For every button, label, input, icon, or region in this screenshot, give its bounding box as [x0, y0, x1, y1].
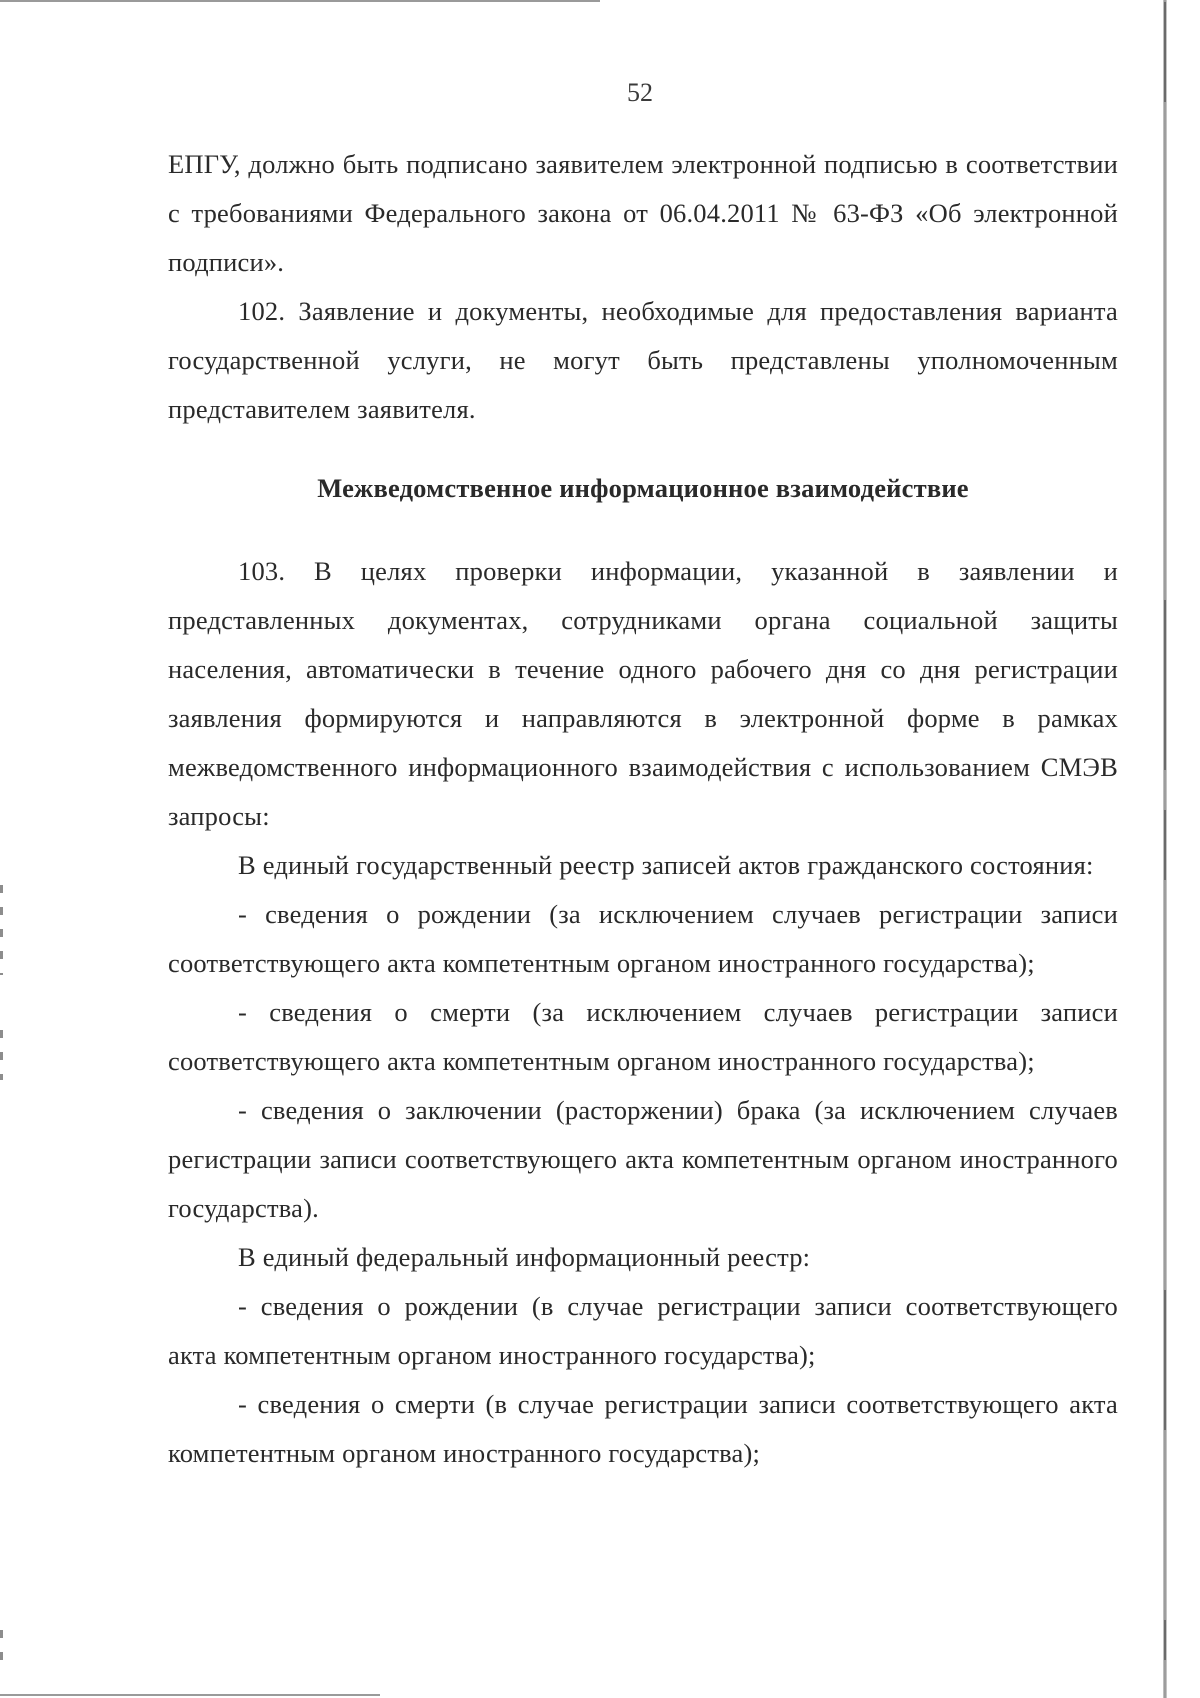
list-item-marriage: - сведения о заключении (расторжении) брака (за исключением случаев регистрации записи соответствующего акта компетентным органом иностранного государства). — [168, 1095, 1118, 1223]
document-body — [168, 140, 1118, 1478]
scan-artifact-right-tick — [1164, 1290, 1166, 1430]
list-item-death: - сведения о смерти (за исключением случаев регистрации записи соответствующего акта компетентным органом иностранного государства); — [168, 997, 1118, 1076]
scan-artifact-right-tick — [1164, 810, 1166, 880]
scan-artifact-left-marks — [0, 1630, 3, 1660]
paragraph-continuation: ЕПГУ, должно быть подписано заявителем электронной подписью в соответствии с требованиями Федерального закона от 06.04.2011 № 63-ФЗ «Об электронной подписи». — [168, 149, 1118, 277]
scan-artifact-top-line — [0, 0, 600, 2]
scan-artifact-bottom-line — [0, 1694, 380, 1696]
paragraph-registry-federal: В единый федеральный информационный реестр: — [238, 1242, 811, 1272]
list-item-death-foreign: - сведения о смерти (в случае регистрации записи соответствующего акта компетентным органом иностранного государства); — [168, 1389, 1118, 1468]
list-item-birth: - сведения о рождении (за исключением случаев регистрации записи соответствующего акта компетентным органом иностранного государства); — [168, 899, 1118, 978]
scan-artifact-left-marks — [0, 885, 3, 975]
paragraph-103: 103. В целях проверки информации, указанной в заявлении и представленных документах, сотрудниками органа социальной защиты населения, автоматически в течение одного рабочего дня со дня регистрации заявления формируются и направляются в электронной форме в рамках межведомственного информационного взаимодействия с использованием СМЭВ запросы: — [168, 556, 1118, 831]
scan-artifact-left-marks — [0, 1030, 3, 1080]
scan-artifact-right-tick — [1164, 1620, 1166, 1660]
paragraph-102: 102. Заявление и документы, необходимые для предоставления варианта государственной услуги, не могут быть представлены уполномоченным представителем заявителя. — [168, 296, 1118, 424]
section-heading: Межведомственное информационное взаимодействие — [317, 473, 969, 503]
list-item-birth-foreign: - сведения о рождении (в случае регистрации записи соответствующего акта компетентным органом иностранного государства); — [168, 1291, 1118, 1370]
scan-artifact-right-tick — [1164, 600, 1166, 770]
page-number: 52 — [627, 78, 653, 107]
paragraph-registry-civil: В единый государственный реестр записей актов гражданского состояния: — [238, 850, 1094, 880]
